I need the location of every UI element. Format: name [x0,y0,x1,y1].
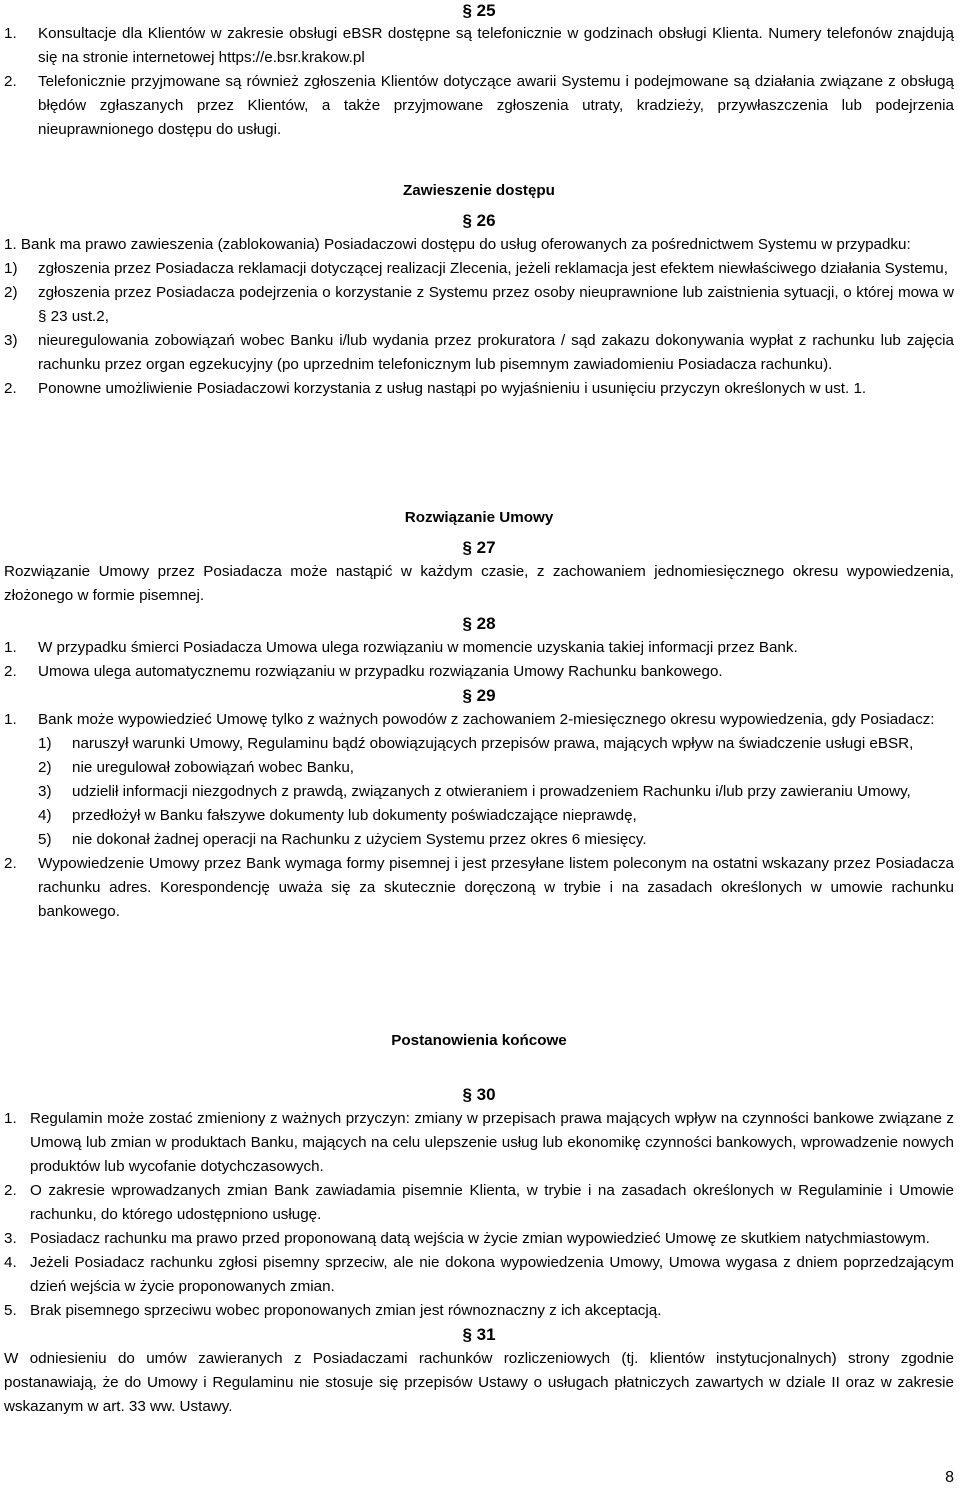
item-text: Bank ma prawo zawieszenia (zablokowania) Posiadaczowi dostępu do usług oferowanych za pośrednictwem Systemu w przypadku: [20,236,911,253]
section-title: Zawieszenie dostępu [403,182,555,199]
section-koncowe [4,1029,954,1419]
item-number: 1) [38,735,52,752]
item-text: Posiadacz rachunku ma prawo przed proponowaną datą wejścia w życie zmian wypowiedzieć Umowę ze skutkiem natychmiastowym. [30,1230,930,1247]
section-title: Postanowienia końcowe [391,1032,567,1049]
section-heading: § 30 [462,1085,496,1104]
section-heading: § 31 [462,1325,496,1344]
item-number: 2) [38,759,52,776]
section-heading: § 28 [462,614,496,633]
item-number: 5. [4,1302,17,1319]
sub-item [38,732,954,756]
section-heading: § 29 [462,686,496,705]
section-zawieszenie [4,179,954,401]
list-item [4,660,954,684]
item-text: W przypadku śmierci Posiadacza Umowa ulega rozwiązaniu w momencie uzyskania takiej informacji przez Bank. [38,639,798,656]
sub-item [38,828,954,852]
item-text: Ponowne umożliwienie Posiadaczowi korzystania z usług nastąpi po wyjaśnieniu i usunięciu przyczyn określonych w ust. 1. [38,380,867,397]
list-item [4,377,954,401]
section-rozwiazanie [4,506,954,924]
item-number: 2. [4,73,17,90]
item-text: udzielił informacji niezgodnych z prawdą, związanych z otwieraniem i prowadzeniem Rachunku i/lub przy zawieraniu Umowy, [72,783,911,800]
sub-item [4,257,954,281]
item-text: Bank może wypowiedzieć Umowę tylko z ważnych powodów z zachowaniem 2-miesięcznego okresu wypowiedzenia, gdy Posiadacz: [38,711,935,728]
item-number: 1. [4,639,17,656]
item-number: 4) [38,807,52,824]
item-text: naruszył warunki Umowy, Regulaminu bądź obowiązujących przepisów prawa, mających wpływ na świadczenie usługi eBSR, [72,735,914,752]
list-item [4,1227,954,1251]
paragraph: Rozwiązanie Umowy przez Posiadacza może nastąpić w każdym czasie, z zachowaniem jednomiesięcznego okresu wypowiedzenia, złożonego w formie pisemnej. [4,563,954,604]
item-number: 1. [4,1110,17,1127]
item-text: Wypowiedzenie Umowy przez Bank wymaga formy pisemnej i jest przesyłane listem poleconym na ostatni wskazany przez Posiadacza rachunku adres. Korespondencję uważa się za skutecznie doręczoną w trybie i na zasadach określonych w umowie rachunku bankowego. [38,855,954,920]
paragraph: W odniesieniu do umów zawieranych z Posiadaczami rachunków rozliczeniowych (tj. klientów instytucjonalnych) strony zgodnie postanawiają, że do Umowy i Regulaminu nie stosuje się przepisów Ustawy o usługach płatniczych zawartych w dziale II oraz w zakresie wskazanym w art. 33 ww. Ustawy. [4,1350,954,1415]
item-number: 2. [4,1182,17,1199]
item-text: Brak pisemnego sprzeciwu wobec proponowanych zmian jest równoznaczny z ich akceptacją. [30,1302,662,1319]
sub-item [38,756,954,780]
list-item [4,70,954,142]
item-text: Regulamin może zostać zmieniony z ważnych przyczyn: zmiany w przepisach prawa mających wpływ na czynności bankowe związane z Umową lub zmian w produktach Banku, mających na celu ulepszenie usług lub ekonomikę czynności bankowych, wprowadzenie nowych produktów lub wycofanie dotychczasowych. [30,1110,954,1175]
list-item [4,1107,954,1179]
item-text: Umowa ulega automatycznemu rozwiązaniu w przypadku rozwiązania Umowy Rachunku bankowego. [38,663,723,680]
item-number: 2. [4,855,17,872]
section-title: Rozwiązanie Umowy [404,509,554,526]
list-item [4,1179,954,1227]
item-number: 5) [38,831,52,848]
item-text: zgłoszenia przez Posiadacza podejrzenia o korzystanie z Systemu przez osoby nieuprawnione lub zaistnienia sytuacji, o której mowa w § 23 ust.2, [38,284,954,325]
list-item [4,636,954,660]
sub-item [4,329,954,377]
section-heading: § 26 [462,211,496,230]
list-item [4,852,954,924]
item-number: 3) [38,783,52,800]
sub-item [38,780,954,804]
item-text: przedłożył w Banku fałszywe dokumenty lub dokumenty poświadczające nieprawdę, [72,807,637,824]
item-number: 1. [4,711,17,728]
item-number: 1. [4,25,17,42]
page-number: 8 [945,1469,954,1486]
item-number: 2. [4,380,17,397]
section-25 [4,0,954,142]
item-text: nieuregulowania zobowiązań wobec Banku i/lub wydania przez prokuratora / sąd zakazu dokonywania wypłat z rachunku lub zajęcia rachunku przez organ egzekucyjny (po uprzednim telefonicznym lub pisemnym zawiadomieniu Posiadacza rachunku). [38,332,954,373]
item-number: 1) [4,260,18,277]
item-number: 3. [4,1230,17,1247]
list-item [4,1299,954,1323]
item-text: nie uregulował zobowiązań wobec Banku, [72,759,354,776]
list-item [4,1251,954,1299]
item-number: 1. [4,236,17,253]
item-text: Telefonicznie przyjmowane są również zgłoszenia Klientów dotyczące awarii Systemu i podejmowane są działania związane z obsługą błędów zgłaszanych przez Klientów, a także przyjmowane zgłoszenia utraty, kradzieży, przywłaszczenia lub podejrzenia nieuprawnionego dostępu do usługi. [38,73,954,138]
item-number: 3) [4,332,18,349]
list-item [4,22,954,70]
item-number: 4. [4,1254,17,1271]
item-text: Jeżeli Posiadacz rachunku zgłosi pisemny sprzeciw, ale nie dokona wypowiedzenia Umowy, Umowa wygasa z dniem poprzedzającym dzień wejścia w życie proponowanych zmian. [30,1254,954,1295]
section-heading: § 25 [462,1,496,20]
item-text: Konsultacje dla Klientów w zakresie obsługi eBSR dostępne są telefonicznie w godzinach obsługi Klienta. Numery telefonów znajdują się na stronie internetowej https://e.bsr.krakow.pl [38,25,954,66]
list-item [4,233,954,257]
item-text: O zakresie wprowadzanych zmian Bank zawiadamia pisemnie Klienta, w trybie i na zasadach określonych w Regulaminie i Umowie rachunku, do którego udostępniono usługę. [30,1182,954,1223]
sub-item [4,281,954,329]
section-heading: § 27 [462,538,496,557]
item-text: nie dokonał żadnej operacji na Rachunku z użyciem Systemu przez okres 6 miesięcy. [72,831,647,848]
sub-item [38,804,954,828]
item-text: zgłoszenia przez Posiadacza reklamacji dotyczącej realizacji Zlecenia, jeżeli reklamacja jest efektem niewłaściwego działania Systemu, [38,260,948,277]
list-item [4,708,954,732]
item-number: 2) [4,284,18,301]
item-number: 2. [4,663,17,680]
